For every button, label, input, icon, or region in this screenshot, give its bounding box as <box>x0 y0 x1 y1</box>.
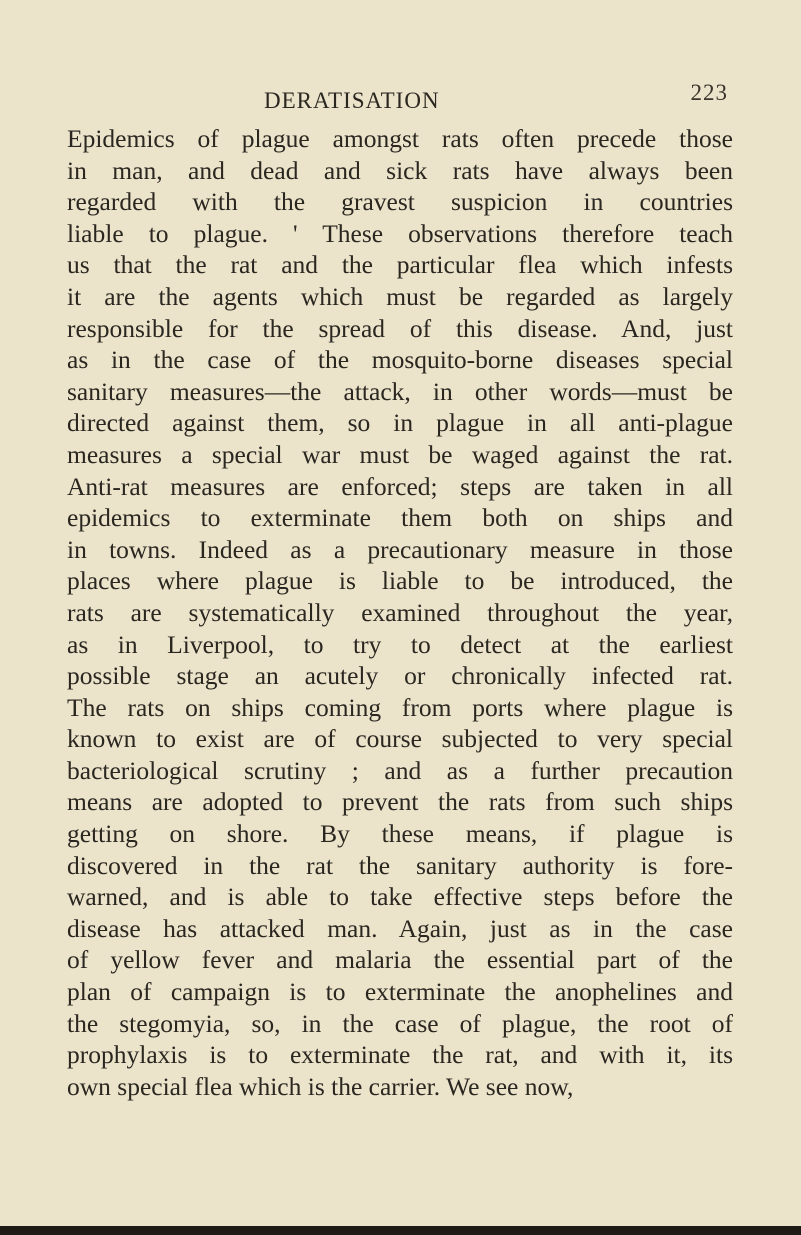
text-line: Anti-rat measures are enforced; steps are taken in all <box>67 471 733 501</box>
text-line: Epidemics of plague amongst rats often precede those <box>67 124 733 153</box>
text-line: sanitary measures—the attack, in other words—must be <box>67 376 733 406</box>
text-line: means are adopted to prevent the rats from such ships <box>67 787 733 817</box>
text-line: plan of campaign is to exterminate the anophelines and <box>67 977 733 1007</box>
text-line: in towns. Indeed as a precautionary measure in those <box>67 534 733 564</box>
text-line: known to exist are of course subjected to very special <box>67 724 733 754</box>
text-line: warned, and is able to take effective steps before the <box>67 882 733 912</box>
running-head <box>68 80 728 120</box>
text-line: us that the rat and the particular flea which infests <box>67 250 733 280</box>
text-line: possible stage an acutely or chronically infected rat. <box>67 661 733 691</box>
text-line: epidemics to exterminate them both on ships and <box>67 503 733 533</box>
text-line: of yellow fever and malaria the essential part of the <box>67 945 733 975</box>
text-line: the stegomyia, so, in the case of plague, the root of <box>67 1008 733 1038</box>
page-edge-rule <box>0 1226 801 1235</box>
text-line: places where plague is liable to be introduced, the <box>67 566 733 596</box>
text-line: liable to plague. ' These observations therefore teach <box>67 218 733 248</box>
text-line: measures a special war must be waged against the rat. <box>67 439 733 469</box>
text-line: directed against them, so in plague in all anti-plague <box>67 408 733 438</box>
text-line: disease has attacked man. Again, just as in the case <box>67 913 733 943</box>
text-line: The rats on ships coming from ports where plague is <box>67 692 733 722</box>
text-line: regarded with the gravest suspicion in countries <box>67 187 733 217</box>
text-line: as in the case of the mosquito-borne diseases special <box>67 345 733 375</box>
text-line: it are the agents which must be regarded as largely <box>67 281 733 311</box>
text-line: getting on shore. By these means, if plague is <box>67 819 733 849</box>
body-paragraph <box>67 123 733 1102</box>
page-number: 223 <box>690 80 728 105</box>
text-line: rats are systematically examined throughout the year, <box>67 597 733 627</box>
text-line: own special flea which is the carrier. We see now, <box>67 1071 574 1101</box>
text-line: responsible for the spread of this disease. And, just <box>67 313 733 343</box>
text-line: bacteriological scrutiny ; and as a further precaution <box>67 755 733 785</box>
text-line: prophylaxis is to exterminate the rat, and with it, its <box>67 1040 733 1070</box>
text-line: as in Liverpool, to try to detect at the earliest <box>67 629 733 659</box>
text-line: in man, and dead and sick rats have always been <box>67 155 733 185</box>
text-line: discovered in the rat the sanitary authority is fore- <box>67 850 733 880</box>
chapter-title: DERATISATION <box>264 88 440 113</box>
